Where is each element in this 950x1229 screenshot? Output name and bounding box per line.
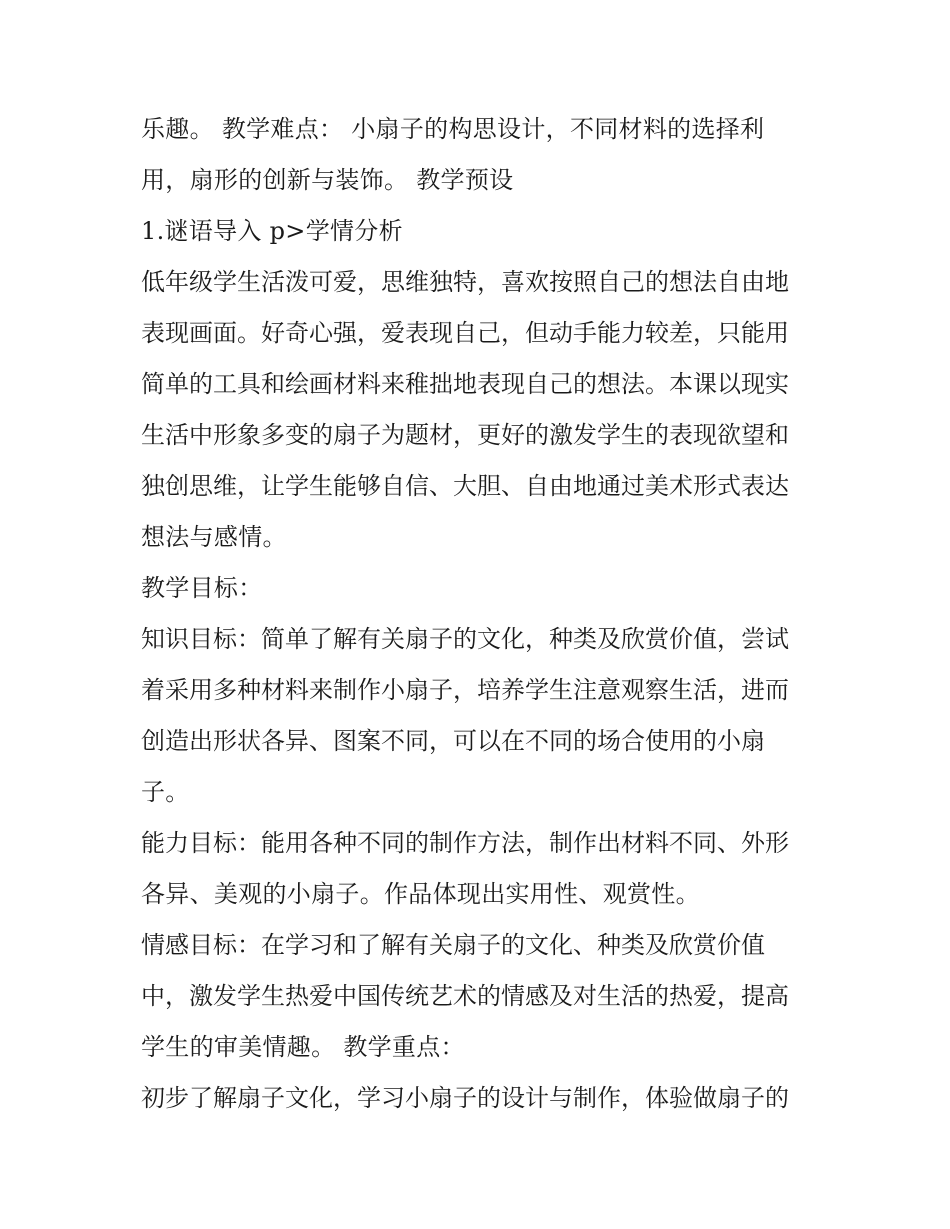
section-heading-objectives: 教学目标：: [141, 574, 263, 602]
text-line: 中，激发学生热爱中国传统艺术的情感及对生活的热爱，提高: [141, 982, 789, 1010]
text-line: 着采用多种材料来制作小扇子，培养学生注意观察生活，进而: [141, 676, 789, 704]
text-line: 表现画面。好奇心强，爱表现自己，但动手能力较差，只能用: [141, 319, 789, 347]
text-line: 1.谜语导入 p>学情分析: [141, 217, 403, 245]
text-line: 用，扇形的创新与装饰。 教学预设: [141, 166, 514, 194]
text-line: 知识目标：简单了解有关扇子的文化，种类及欣赏价值，尝试: [141, 625, 789, 653]
text-line: 各异、美观的小扇子。作品体现出实用性、观赏性。: [141, 880, 700, 908]
text-line: 乐趣。 教学难点： 小扇子的构思设计，不同材料的选择利: [141, 115, 765, 143]
text-line: 初步了解扇子文化，学习小扇子的设计与制作，体验做扇子的: [141, 1084, 789, 1112]
text-line: 学生的审美情趣。 教学重点：: [141, 1033, 465, 1061]
document-body: [141, 104, 821, 1124]
text-line: 生活中形象多变的扇子为题材，更好的激发学生的表现欲望和: [141, 421, 789, 449]
text-line: 创造出形状各异、图案不同，可以在不同的场合使用的小扇: [141, 727, 765, 755]
text-line: 情感目标：在学习和了解有关扇子的文化、种类及欣赏价值: [141, 931, 765, 959]
text-line: 子。: [141, 778, 190, 806]
text-line: 低年级学生活泼可爱，思维独特，喜欢按照自己的想法自由地: [141, 268, 789, 296]
text-line: 独创思维，让学生能够自信、大胆、自由地通过美术形式表达: [141, 472, 789, 500]
text-line: 想法与感情。: [141, 523, 287, 551]
text-line: 简单的工具和绘画材料来稚拙地表现自己的想法。本课以现实: [141, 370, 789, 398]
text-line: 能力目标：能用各种不同的制作方法，制作出材料不同、外形: [141, 829, 789, 857]
